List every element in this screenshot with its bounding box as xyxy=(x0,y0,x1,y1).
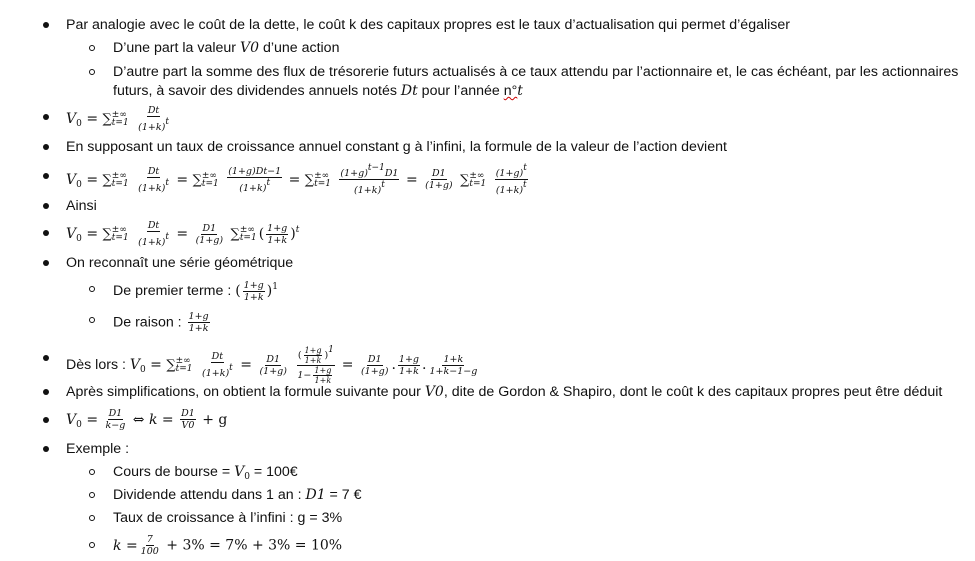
geo: De raison : xyxy=(113,314,186,331)
sym: (1+g) xyxy=(495,168,524,179)
sub-bullet xyxy=(89,286,95,292)
geo: 1+k xyxy=(399,365,419,377)
example-price xyxy=(0,463,298,486)
sub-bullet xyxy=(89,515,95,521)
sym: D1 xyxy=(181,408,195,419)
sym: D1 xyxy=(266,353,281,365)
formula xyxy=(66,220,300,248)
first-term-item xyxy=(0,278,278,303)
sym: Dt xyxy=(211,351,224,362)
sym: = xyxy=(125,537,138,554)
geo: On reconnaît une série géométrique xyxy=(66,255,294,271)
sym: = xyxy=(176,226,189,242)
sym: (1+g) xyxy=(195,234,224,246)
sym: t xyxy=(266,177,271,188)
sym: 0 xyxy=(139,365,146,375)
growth-bullet xyxy=(0,138,727,156)
sym: ∑ xyxy=(304,172,315,188)
var-d1: D1 xyxy=(305,487,326,503)
sym: = xyxy=(240,357,252,373)
sym: t=1 xyxy=(314,178,331,189)
sym: V xyxy=(66,226,77,242)
sym: = xyxy=(176,171,189,188)
var-v0: V0 xyxy=(424,384,444,400)
text: d’une action xyxy=(259,40,340,56)
sym: (1+k) xyxy=(201,368,230,379)
sym: Dt xyxy=(147,105,160,116)
sym: t−1 xyxy=(367,163,385,173)
var-t: t xyxy=(517,83,523,99)
sym: t xyxy=(295,225,300,235)
sym: ( xyxy=(258,226,265,242)
ratio-item xyxy=(0,311,212,334)
sub-bullet xyxy=(89,317,95,323)
intro-sub-1 xyxy=(0,39,339,57)
sym: ±∞ xyxy=(314,170,330,181)
bullet xyxy=(43,203,49,209)
sym: V xyxy=(234,464,245,480)
sym: (1+g) xyxy=(259,365,287,377)
example-bullet xyxy=(0,440,129,458)
example: k xyxy=(113,537,122,554)
sym: = xyxy=(86,171,99,188)
sym: D1 xyxy=(367,353,382,365)
example: + 3% = 7% + 3% = 10% xyxy=(161,537,343,554)
sym: D1 xyxy=(202,222,217,234)
geometric-bullet xyxy=(0,254,293,272)
gordon: Après simplifications, on obtient la formule suivante pour xyxy=(66,384,425,400)
sym: ∑ xyxy=(230,227,240,242)
sym: ±∞ xyxy=(111,225,127,235)
sym: t=1 xyxy=(111,233,129,243)
intro-sub-2 xyxy=(0,63,958,81)
geo: 1+k xyxy=(267,234,288,246)
geo: 1+k xyxy=(314,376,332,385)
var-v0: V0 xyxy=(239,40,259,56)
sub-bullet xyxy=(89,69,95,75)
ainsi-bullet xyxy=(0,197,97,215)
sym: D1 xyxy=(108,408,123,419)
text: pour l’année xyxy=(417,83,504,99)
sym: = xyxy=(405,171,418,188)
sub-bullet xyxy=(89,469,95,475)
bullet xyxy=(43,389,49,395)
sym: ) xyxy=(266,283,273,299)
sym: = xyxy=(86,411,99,428)
ainsi: Ainsi xyxy=(66,198,97,214)
bullet xyxy=(43,114,49,120)
sym: V0 xyxy=(181,420,195,431)
sym: (1+k) xyxy=(138,122,166,133)
sym: (1+g) xyxy=(228,165,256,177)
sym: t xyxy=(229,363,233,373)
sym: t=1 xyxy=(111,178,129,189)
example: = 100€ xyxy=(249,464,298,480)
sym: t xyxy=(165,232,169,242)
sym: = xyxy=(150,357,162,373)
geo: 1+g xyxy=(188,311,209,322)
formula xyxy=(129,345,480,385)
numero-abbrev: n° xyxy=(503,83,518,99)
sub-bullet xyxy=(89,542,95,548)
geo: 1+k−1−g xyxy=(429,365,478,377)
geo: 1− xyxy=(297,370,312,381)
sym: ∑ xyxy=(192,172,202,188)
sym: ⇔ xyxy=(132,411,145,428)
bullet xyxy=(43,173,49,179)
sym: 1 xyxy=(328,345,334,355)
sym: ∑ xyxy=(102,112,112,127)
sym: ±∞ xyxy=(111,110,127,120)
sym: t xyxy=(165,117,169,127)
sym: ±∞ xyxy=(239,225,255,235)
formula-geometric xyxy=(0,220,299,248)
sym: ±∞ xyxy=(469,170,485,181)
sym: = xyxy=(161,411,174,428)
sym: . xyxy=(422,357,427,373)
sym: Dt−1 xyxy=(255,165,282,177)
sym: t=1 xyxy=(201,178,219,189)
sym: 0 xyxy=(76,419,82,430)
sym: 0 xyxy=(76,179,82,190)
example-dividend xyxy=(0,486,362,504)
formula xyxy=(66,105,172,133)
example: 100 xyxy=(140,546,159,557)
sym: = xyxy=(86,226,99,242)
sym: k xyxy=(148,411,158,428)
sym: t=1 xyxy=(469,178,487,189)
bullet xyxy=(43,417,49,423)
sym: ( xyxy=(297,350,302,361)
geo: 1+g xyxy=(243,279,264,291)
geo: 1+g xyxy=(314,366,332,375)
sym: (1+k) xyxy=(354,185,382,196)
des-lors: Dès lors : xyxy=(66,357,130,373)
sym: V xyxy=(129,357,140,373)
sym: V xyxy=(66,411,77,428)
sym: ) xyxy=(324,350,329,361)
text: D’une part la valeur xyxy=(113,40,240,56)
gordon: , dite de Gordon & Shapiro, dont le coût k des capitaux propres peut être déduit xyxy=(443,384,943,400)
sym: D1 xyxy=(384,168,399,179)
sym: t xyxy=(381,180,385,190)
sym: (1+k) xyxy=(138,237,166,248)
sym: ∑ xyxy=(102,227,112,242)
sym: (1+k) xyxy=(138,182,166,194)
text: D’autre part la somme des flux de trésorerie futurs actualisés à ce taux attendu par l’actionnaire et, le cas échéant, par les actionnaires xyxy=(113,64,959,80)
sym: + g xyxy=(202,411,228,428)
gordon-formula xyxy=(0,408,227,434)
sym: ( xyxy=(235,283,241,299)
geo: 1+g xyxy=(398,353,420,365)
sym: t=1 xyxy=(175,364,193,374)
sym: 0 xyxy=(244,472,250,482)
bullet xyxy=(43,260,49,266)
sym: (1+k) xyxy=(239,182,267,194)
formula-expansion xyxy=(0,163,530,196)
example: Cours de bourse = xyxy=(113,464,235,480)
sym: t xyxy=(523,180,527,190)
sym: = xyxy=(288,171,301,188)
bullet xyxy=(43,22,49,28)
sym: t=1 xyxy=(239,233,257,243)
sym: 1 xyxy=(272,282,278,292)
geo: 1+k xyxy=(243,291,264,303)
example-k xyxy=(0,534,342,557)
sym: ±∞ xyxy=(201,170,217,181)
sym: ∑ xyxy=(460,172,470,188)
sym: V xyxy=(66,111,77,127)
geo: 1+g xyxy=(304,346,322,355)
text: En supposant un taux de croissance annuel constant g à l’infini, la formule de la valeur de l’action devient xyxy=(66,139,727,155)
sub-bullet xyxy=(89,45,95,51)
text: futurs, à savoir des dividendes annuels notés xyxy=(113,83,401,99)
gordon-bullet xyxy=(0,383,942,401)
sym: Dt xyxy=(147,220,160,231)
sym: 0 xyxy=(76,119,82,129)
sym: = xyxy=(341,357,354,373)
bullet xyxy=(43,446,49,452)
intro-bullet xyxy=(0,16,790,34)
formula xyxy=(66,163,530,196)
sym: ) xyxy=(290,226,296,242)
sym: 0 xyxy=(76,234,82,244)
sym: . xyxy=(391,357,396,373)
sym: (1+g) xyxy=(340,168,368,179)
var-dt: Dt xyxy=(400,83,418,99)
formula xyxy=(66,408,228,431)
geo: 1+k xyxy=(304,356,322,365)
sym: (1+k) xyxy=(495,185,524,196)
example: Dividende attendu dans 1 an : xyxy=(113,487,306,503)
sym: D1 xyxy=(432,168,446,179)
formula-v0-sum xyxy=(0,105,172,133)
bullet xyxy=(43,230,49,236)
sym: k−g xyxy=(105,420,126,431)
example: Taux de croissance à l’infini : g = 3% xyxy=(113,510,343,526)
example: 7 xyxy=(146,534,153,545)
geo: De premier terme : xyxy=(113,283,236,299)
intro-sub-2-cont xyxy=(0,82,523,100)
geo: 1+g xyxy=(267,222,288,234)
sym: = xyxy=(86,111,99,127)
example: = 7 € xyxy=(325,487,362,503)
sym: (1+g) xyxy=(360,365,389,377)
bullet xyxy=(43,355,49,361)
sym: ∑ xyxy=(166,358,176,373)
sym: ∑ xyxy=(102,172,112,188)
intro-text: Par analogie avec le coût de la dette, le coût k des capitaux propres est le taux d’actualisation qui permet d’égaliser xyxy=(66,17,790,33)
sym: t xyxy=(165,177,169,188)
sym: t=1 xyxy=(111,118,129,128)
sym: t xyxy=(523,163,527,173)
geo: 1+k xyxy=(443,353,464,365)
sym: V xyxy=(66,171,77,188)
example-growth xyxy=(0,509,342,527)
sym: ±∞ xyxy=(111,170,127,181)
sub-bullet xyxy=(89,492,95,498)
sym: ±∞ xyxy=(175,356,191,366)
sym: (1+g) xyxy=(425,180,453,191)
example: Exemple : xyxy=(66,441,130,457)
bullet xyxy=(43,144,49,150)
geo: 1+k xyxy=(188,323,209,334)
des-lors-formula xyxy=(0,345,480,385)
sym: Dt xyxy=(147,165,160,177)
